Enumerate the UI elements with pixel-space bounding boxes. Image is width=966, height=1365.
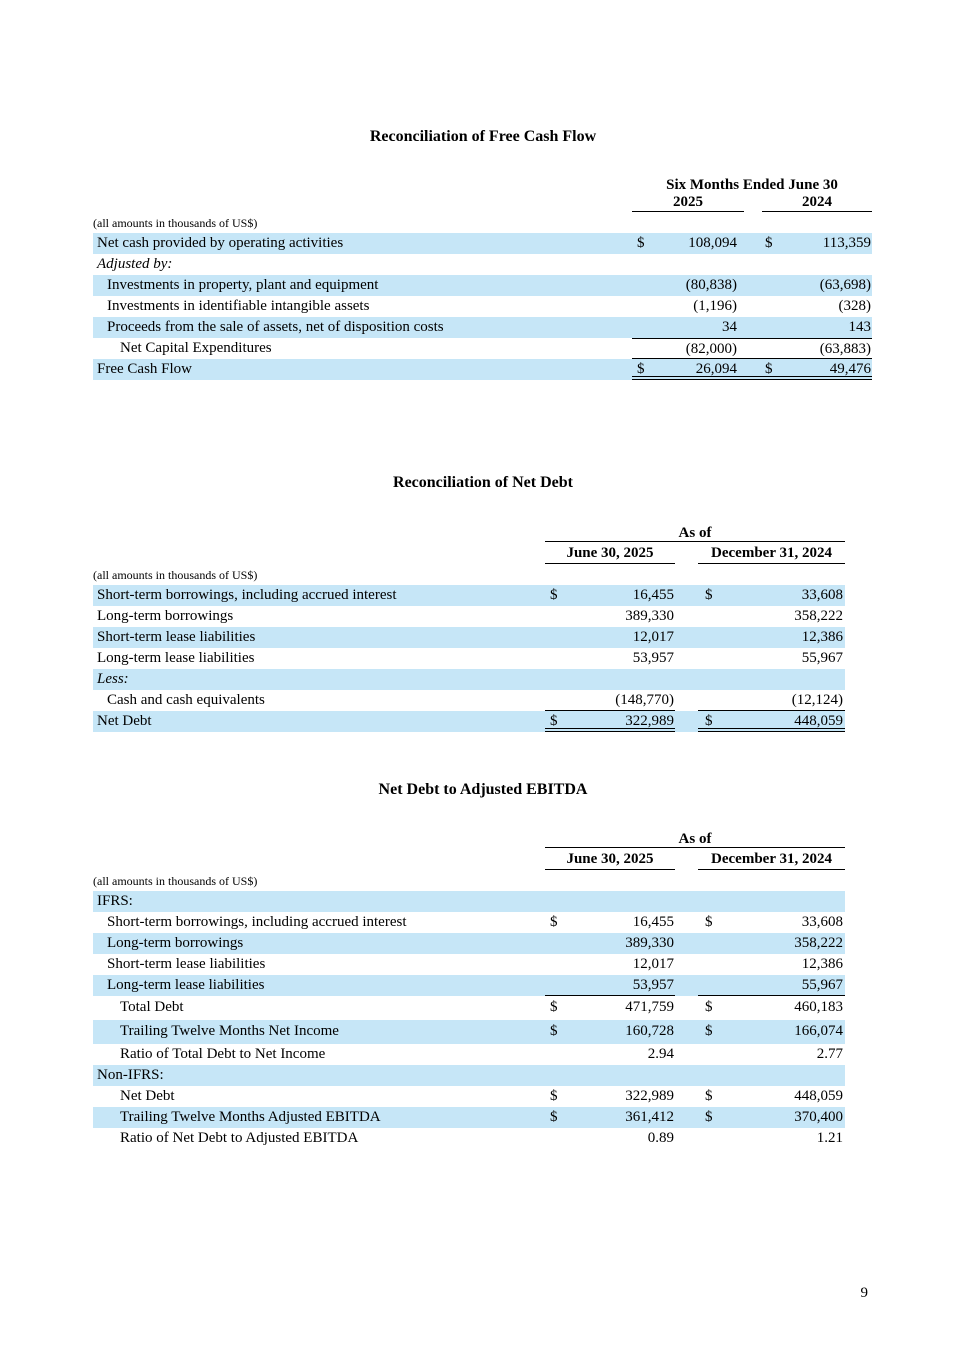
- dollar-sign: $: [705, 1023, 713, 1039]
- amount-value: 358,222: [794, 935, 843, 951]
- free-cash-flow-table: [0, 127, 966, 380]
- row-values: [632, 359, 872, 380]
- row-label: Net Capital Expenditures: [120, 340, 272, 356]
- value-cell: [632, 254, 744, 275]
- amount-value: 358,222: [794, 608, 843, 624]
- value-cell: [632, 317, 744, 338]
- table-row: [93, 627, 845, 648]
- amount-value: 26,094: [695, 361, 737, 377]
- table-row: [93, 254, 872, 275]
- value-cell: [698, 627, 845, 648]
- row-values: [545, 1044, 845, 1065]
- row-label: Less:: [97, 671, 129, 687]
- table-row: [93, 711, 845, 732]
- table-row: [93, 1086, 845, 1107]
- amounts-note: (all amounts in thousands of US$): [93, 874, 258, 888]
- row-label: Short-term lease liabilities: [107, 956, 266, 972]
- column-gap: [675, 891, 698, 912]
- value-cell: [698, 996, 845, 1020]
- table-title: Reconciliation of Net Debt: [393, 474, 573, 491]
- value-cell: [545, 1086, 675, 1107]
- amount-value: 33,608: [801, 587, 843, 603]
- table-row: [93, 912, 845, 933]
- table-rows: [93, 585, 845, 732]
- row-values: [545, 1020, 845, 1044]
- value-cell: [545, 1107, 675, 1128]
- amount-value: 471,759: [625, 999, 674, 1015]
- row-label: Net Debt: [97, 713, 152, 729]
- value-cell: [698, 933, 845, 954]
- column-gap: [675, 1020, 698, 1044]
- row-label: Long-term borrowings: [97, 608, 234, 624]
- table-row: [93, 275, 872, 296]
- amount-value: 361,412: [625, 1109, 674, 1125]
- row-values: [545, 711, 845, 732]
- amount-value: (328): [838, 298, 871, 314]
- column-headers: [545, 545, 845, 564]
- value-cell: [698, 1107, 845, 1128]
- column-header-2024: 2024: [762, 194, 872, 212]
- column-gap: [675, 585, 698, 606]
- column-gap: [675, 933, 698, 954]
- table-row: [93, 359, 872, 380]
- value-cell: [545, 585, 675, 606]
- value-cell: [632, 233, 744, 254]
- row-values: [632, 317, 872, 338]
- column-gap: [675, 648, 698, 669]
- column-gap: [675, 1065, 698, 1086]
- dollar-sign: $: [550, 587, 558, 603]
- amount-value: 389,330: [625, 608, 674, 624]
- column-gap: [744, 317, 762, 338]
- column-gap: [675, 711, 698, 732]
- column-gap: [675, 1086, 698, 1107]
- row-values: [545, 933, 845, 954]
- value-cell: [545, 1044, 675, 1065]
- amount-value: 322,989: [625, 713, 674, 729]
- row-values: [545, 954, 845, 975]
- column-gap: [744, 275, 762, 296]
- table-row: [93, 1107, 845, 1128]
- column-gap: [675, 996, 698, 1020]
- table-body: [93, 830, 845, 1149]
- column-gap: [675, 975, 698, 996]
- table-body: [93, 176, 872, 380]
- row-values: [545, 891, 845, 912]
- amount-value: (148,770): [615, 692, 674, 708]
- row-label: Adjusted by:: [97, 256, 173, 272]
- column-gap: [675, 627, 698, 648]
- table-row: [93, 933, 845, 954]
- table-row: [93, 648, 845, 669]
- amount-value: (82,000): [685, 341, 737, 357]
- dollar-sign: $: [550, 999, 558, 1015]
- value-cell: [545, 627, 675, 648]
- dollar-sign: $: [637, 235, 645, 251]
- table-title: Reconciliation of Free Cash Flow: [369, 128, 597, 145]
- column-gap: [744, 296, 762, 317]
- value-cell: [698, 711, 845, 732]
- amount-value: 12,386: [801, 956, 843, 972]
- row-values: [632, 296, 872, 317]
- table-title: Net Debt to Adjusted EBITDA: [378, 781, 588, 798]
- amount-value: 370,400: [794, 1109, 843, 1125]
- dollar-sign: $: [637, 361, 645, 377]
- value-cell: [698, 585, 845, 606]
- dollar-sign: $: [550, 914, 558, 930]
- value-cell: [698, 1086, 845, 1107]
- value-cell: [545, 1128, 675, 1149]
- value-cell: [762, 296, 872, 317]
- value-cell: [698, 1128, 845, 1149]
- column-gap: [744, 339, 762, 358]
- dollar-sign: $: [765, 235, 773, 251]
- table-row: [93, 891, 845, 912]
- value-cell: [698, 912, 845, 933]
- column-group-header: As of: [545, 830, 845, 848]
- table-row: [93, 296, 872, 317]
- row-label: Ratio of Net Debt to Adjusted EBITDA: [120, 1130, 359, 1146]
- value-cell: [632, 275, 744, 296]
- amount-value: 53,957: [632, 977, 674, 993]
- row-values: [545, 1065, 845, 1086]
- row-values: [632, 254, 872, 275]
- table-row: [93, 606, 845, 627]
- value-cell: [545, 954, 675, 975]
- amount-value: 166,074: [794, 1023, 843, 1039]
- value-cell: [545, 606, 675, 627]
- row-values: [545, 669, 845, 690]
- row-label: Long-term lease liabilities: [97, 650, 255, 666]
- table-row: [93, 233, 872, 254]
- row-label: IFRS:: [97, 893, 133, 909]
- amounts-note: (all amounts in thousands of US$): [93, 216, 258, 230]
- table-row: [93, 585, 845, 606]
- row-values: [545, 1086, 845, 1107]
- column-header-december-31-2024: December 31, 2024: [698, 545, 845, 564]
- net-debt-to-ebitda-table: [0, 780, 966, 1149]
- value-cell: [632, 359, 744, 376]
- value-cell: [632, 339, 744, 358]
- value-cell: [545, 996, 675, 1020]
- amount-value: 143: [848, 319, 871, 335]
- dollar-sign: $: [550, 713, 558, 729]
- row-values: [545, 1107, 845, 1128]
- row-label: Non-IFRS:: [97, 1067, 164, 1083]
- column-gap: [675, 1044, 698, 1065]
- table-row: [93, 338, 872, 359]
- row-label: Short-term borrowings, including accrued interest: [107, 914, 407, 930]
- column-gap: [675, 1107, 698, 1128]
- row-label: Trailing Twelve Months Net Income: [120, 1023, 339, 1039]
- table-row: [93, 1020, 845, 1044]
- row-label: Investments in identifiable intangible assets: [107, 298, 370, 314]
- table-row: [93, 317, 872, 338]
- row-label: Cash and cash equivalents: [107, 692, 265, 708]
- column-gap: [675, 606, 698, 627]
- table-rows: [93, 233, 872, 380]
- row-label: Trailing Twelve Months Adjusted EBITDA: [120, 1109, 381, 1125]
- value-cell: [698, 1020, 845, 1044]
- row-values: [545, 975, 845, 996]
- amount-value: (63,883): [819, 341, 871, 357]
- amount-value: 16,455: [632, 587, 674, 603]
- column-group-header: As of: [545, 524, 845, 542]
- row-values: [632, 338, 872, 359]
- value-cell: [545, 1065, 675, 1086]
- amount-value: 113,359: [822, 235, 871, 251]
- row-label: Long-term borrowings: [107, 935, 244, 951]
- amount-value: 53,957: [632, 650, 674, 666]
- value-cell: [698, 648, 845, 669]
- page-number: 9: [860, 1285, 868, 1301]
- column-gap: [675, 669, 698, 690]
- amount-value: 460,183: [794, 999, 843, 1015]
- row-label: Net Debt: [120, 1088, 175, 1104]
- column-header-june-30-2025: June 30, 2025: [545, 545, 675, 564]
- amount-value: 448,059: [794, 713, 843, 729]
- dollar-sign: $: [705, 914, 713, 930]
- column-header-december-31-2024: December 31, 2024: [698, 851, 845, 870]
- amount-value: 55,967: [801, 977, 843, 993]
- amount-value: 55,967: [801, 650, 843, 666]
- amount-value: 34: [722, 319, 737, 335]
- row-values: [545, 690, 845, 711]
- column-gap: [744, 254, 762, 275]
- amount-value: (63,698): [819, 277, 871, 293]
- dollar-sign: $: [550, 1088, 558, 1104]
- row-values: [545, 1128, 845, 1149]
- table-row: [93, 996, 845, 1020]
- amount-value: 12,017: [632, 629, 674, 645]
- row-values: [545, 585, 845, 606]
- value-cell: [545, 912, 675, 933]
- amount-value: 160,728: [625, 1023, 674, 1039]
- table-row: [93, 1128, 845, 1149]
- net-debt-table: [0, 473, 966, 732]
- dollar-sign: $: [765, 361, 773, 377]
- row-values: [545, 648, 845, 669]
- dollar-sign: $: [705, 1109, 713, 1125]
- value-cell: [632, 296, 744, 317]
- row-values: [632, 233, 872, 254]
- row-label: Investments in property, plant and equipment: [107, 277, 379, 293]
- column-header-june-30-2025: June 30, 2025: [545, 851, 675, 870]
- amount-value: 0.89: [647, 1130, 674, 1146]
- column-gap: [675, 912, 698, 933]
- dollar-sign: $: [705, 1088, 713, 1104]
- row-values: [632, 275, 872, 296]
- row-label: Total Debt: [120, 999, 184, 1015]
- row-label: Proceeds from the sale of assets, net of disposition costs: [107, 319, 444, 335]
- amount-value: 322,989: [625, 1088, 674, 1104]
- row-label: Long-term lease liabilities: [107, 977, 265, 993]
- column-headers: [545, 851, 845, 870]
- amount-value: (12,124): [791, 692, 843, 708]
- dollar-sign: $: [550, 1023, 558, 1039]
- dollar-sign: $: [705, 587, 713, 603]
- value-cell: [698, 1065, 845, 1086]
- table-row: [93, 954, 845, 975]
- value-cell: [545, 690, 675, 711]
- amount-value: (1,196): [693, 298, 737, 314]
- amount-value: 1.21: [816, 1130, 843, 1146]
- column-gap: [675, 851, 698, 870]
- column-header-2025: 2025: [632, 194, 744, 212]
- value-cell: [545, 975, 675, 996]
- column-gap: [675, 545, 698, 564]
- row-values: [545, 996, 845, 1020]
- table-row: [93, 690, 845, 711]
- table-row: [93, 1065, 845, 1086]
- column-gap: [744, 194, 762, 212]
- column-headers: [632, 194, 872, 212]
- amount-value: 108,094: [688, 235, 737, 251]
- column-gap: [744, 359, 762, 376]
- value-cell: [545, 648, 675, 669]
- value-cell: [545, 669, 675, 690]
- value-cell: [762, 359, 872, 376]
- amount-value: 12,017: [632, 956, 674, 972]
- row-label: Short-term lease liabilities: [97, 629, 256, 645]
- value-cell: [698, 690, 845, 711]
- row-label: Ratio of Total Debt to Net Income: [120, 1046, 326, 1062]
- value-cell: [545, 711, 675, 732]
- value-cell: [762, 254, 872, 275]
- value-cell: [545, 933, 675, 954]
- column-gap: [675, 1128, 698, 1149]
- amount-value: 2.94: [647, 1046, 674, 1062]
- value-cell: [762, 275, 872, 296]
- amount-value: 389,330: [625, 935, 674, 951]
- dollar-sign: $: [705, 713, 713, 729]
- value-cell: [762, 339, 872, 358]
- value-cell: [698, 891, 845, 912]
- amount-value: 448,059: [794, 1088, 843, 1104]
- table-row: [93, 975, 845, 996]
- row-values: [545, 606, 845, 627]
- value-cell: [545, 1020, 675, 1044]
- amount-value: 49,476: [829, 361, 871, 377]
- amount-value: 33,608: [801, 914, 843, 930]
- row-label: Free Cash Flow: [97, 361, 192, 377]
- row-label: Short-term borrowings, including accrued interest: [97, 587, 397, 603]
- column-group-header: Six Months Ended June 30: [666, 177, 838, 193]
- dollar-sign: $: [550, 1109, 558, 1125]
- table-rows: [93, 891, 845, 1149]
- column-gap: [744, 233, 762, 254]
- amount-value: 16,455: [632, 914, 674, 930]
- table-row: [93, 1044, 845, 1065]
- column-gap: [675, 690, 698, 711]
- row-values: [545, 912, 845, 933]
- value-cell: [698, 606, 845, 627]
- table-row: [93, 669, 845, 690]
- value-cell: [762, 233, 872, 254]
- value-cell: [698, 1044, 845, 1065]
- value-cell: [545, 891, 675, 912]
- value-cell: [762, 317, 872, 338]
- table-body: [93, 524, 845, 732]
- amount-value: 2.77: [816, 1046, 843, 1062]
- amount-value: (80,838): [685, 277, 737, 293]
- dollar-sign: $: [705, 999, 713, 1015]
- value-cell: [698, 975, 845, 996]
- amount-value: 12,386: [801, 629, 843, 645]
- row-label: Net cash provided by operating activities: [97, 235, 344, 251]
- row-values: [545, 627, 845, 648]
- value-cell: [698, 669, 845, 690]
- value-cell: [698, 954, 845, 975]
- column-gap: [675, 954, 698, 975]
- amounts-note: (all amounts in thousands of US$): [93, 568, 258, 582]
